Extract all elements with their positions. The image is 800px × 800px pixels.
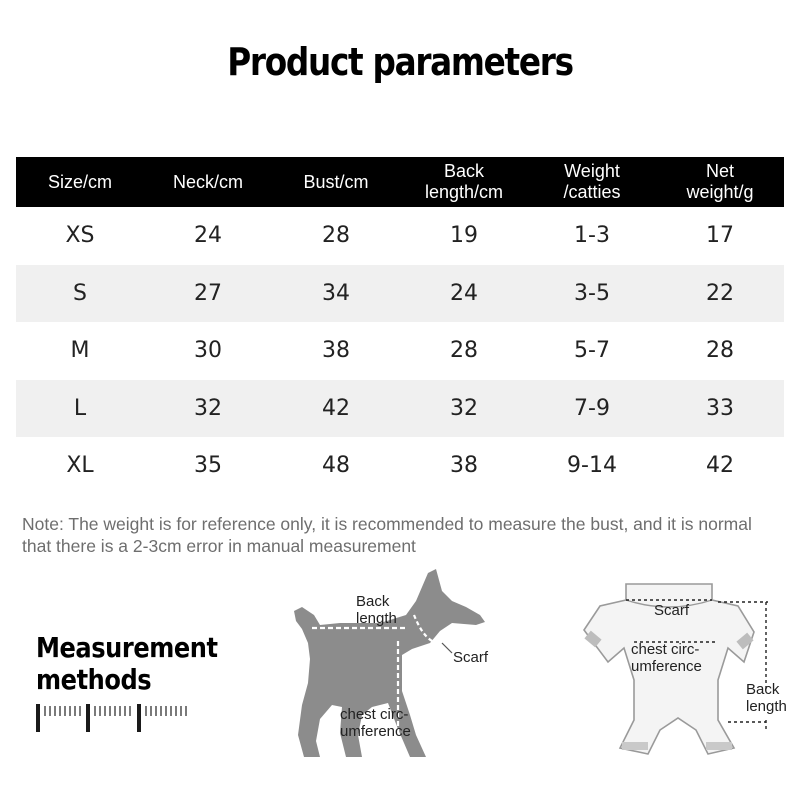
cell-bust: 28	[322, 223, 350, 249]
header-back-length: Back length/cm	[400, 157, 528, 207]
cell-back-length: 32	[400, 380, 528, 438]
header-weight: Weight /catties	[528, 157, 656, 207]
cell-bust: 42	[272, 380, 400, 438]
cell-back-length: 24	[400, 265, 528, 323]
cell-back-length: 38	[450, 453, 478, 479]
cell-bust: 34	[272, 265, 400, 323]
cell-size: L	[16, 380, 144, 438]
ruler-icon	[36, 700, 191, 734]
cell-net-weight: 17	[706, 223, 734, 249]
cell-size: M	[70, 338, 90, 364]
header-neck: Neck/cm	[144, 157, 272, 207]
cell-neck: 30	[194, 338, 222, 364]
table-row	[16, 207, 784, 265]
dog-back-length-label: Back length	[356, 593, 397, 627]
header-size: Size/cm	[16, 157, 144, 207]
cell-back-length: 19	[450, 223, 478, 249]
shirt-chest-label: chest circ- umference	[631, 641, 702, 675]
cell-net-weight: 28	[706, 338, 734, 364]
dog-scarf-label: Scarf	[453, 649, 489, 666]
cell-size: XS	[65, 223, 95, 249]
shirt-back-length-label: Back length	[746, 681, 787, 715]
cell-net-weight: 33	[656, 380, 784, 438]
cell-weight: 9-14	[567, 453, 617, 479]
cell-bust: 38	[322, 338, 350, 364]
table-header-row	[16, 157, 784, 207]
shirt-scarf-label: Scarf	[654, 602, 690, 619]
header-net-weight: Net weight/g	[656, 157, 784, 207]
table-row	[16, 265, 784, 323]
header-bust: Bust/cm	[272, 157, 400, 207]
page-title: Product parameters	[227, 40, 573, 84]
size-table	[16, 157, 784, 495]
cell-neck: 27	[144, 265, 272, 323]
cell-weight: 3-5	[528, 265, 656, 323]
cell-size: XL	[66, 453, 94, 479]
cell-neck: 35	[194, 453, 222, 479]
size-note: Note: The weight is for reference only, it is recommended to measure the bust, and it is normal that there is a 2-3cm error in manual measurement	[22, 514, 752, 556]
table-row	[16, 380, 784, 438]
cell-neck: 32	[144, 380, 272, 438]
cell-size: S	[16, 265, 144, 323]
cell-neck: 24	[194, 223, 222, 249]
cell-weight: 5-7	[574, 338, 610, 364]
measurement-methods-title: Measurement methods	[36, 631, 218, 696]
table-row	[16, 322, 784, 380]
cell-back-length: 28	[450, 338, 478, 364]
cell-weight: 1-3	[574, 223, 610, 249]
cell-net-weight: 42	[706, 453, 734, 479]
dog-chest-label: chest circ- umference	[340, 706, 411, 740]
cell-weight: 7-9	[528, 380, 656, 438]
cell-net-weight: 22	[656, 265, 784, 323]
table-row	[16, 437, 784, 495]
cell-bust: 48	[322, 453, 350, 479]
